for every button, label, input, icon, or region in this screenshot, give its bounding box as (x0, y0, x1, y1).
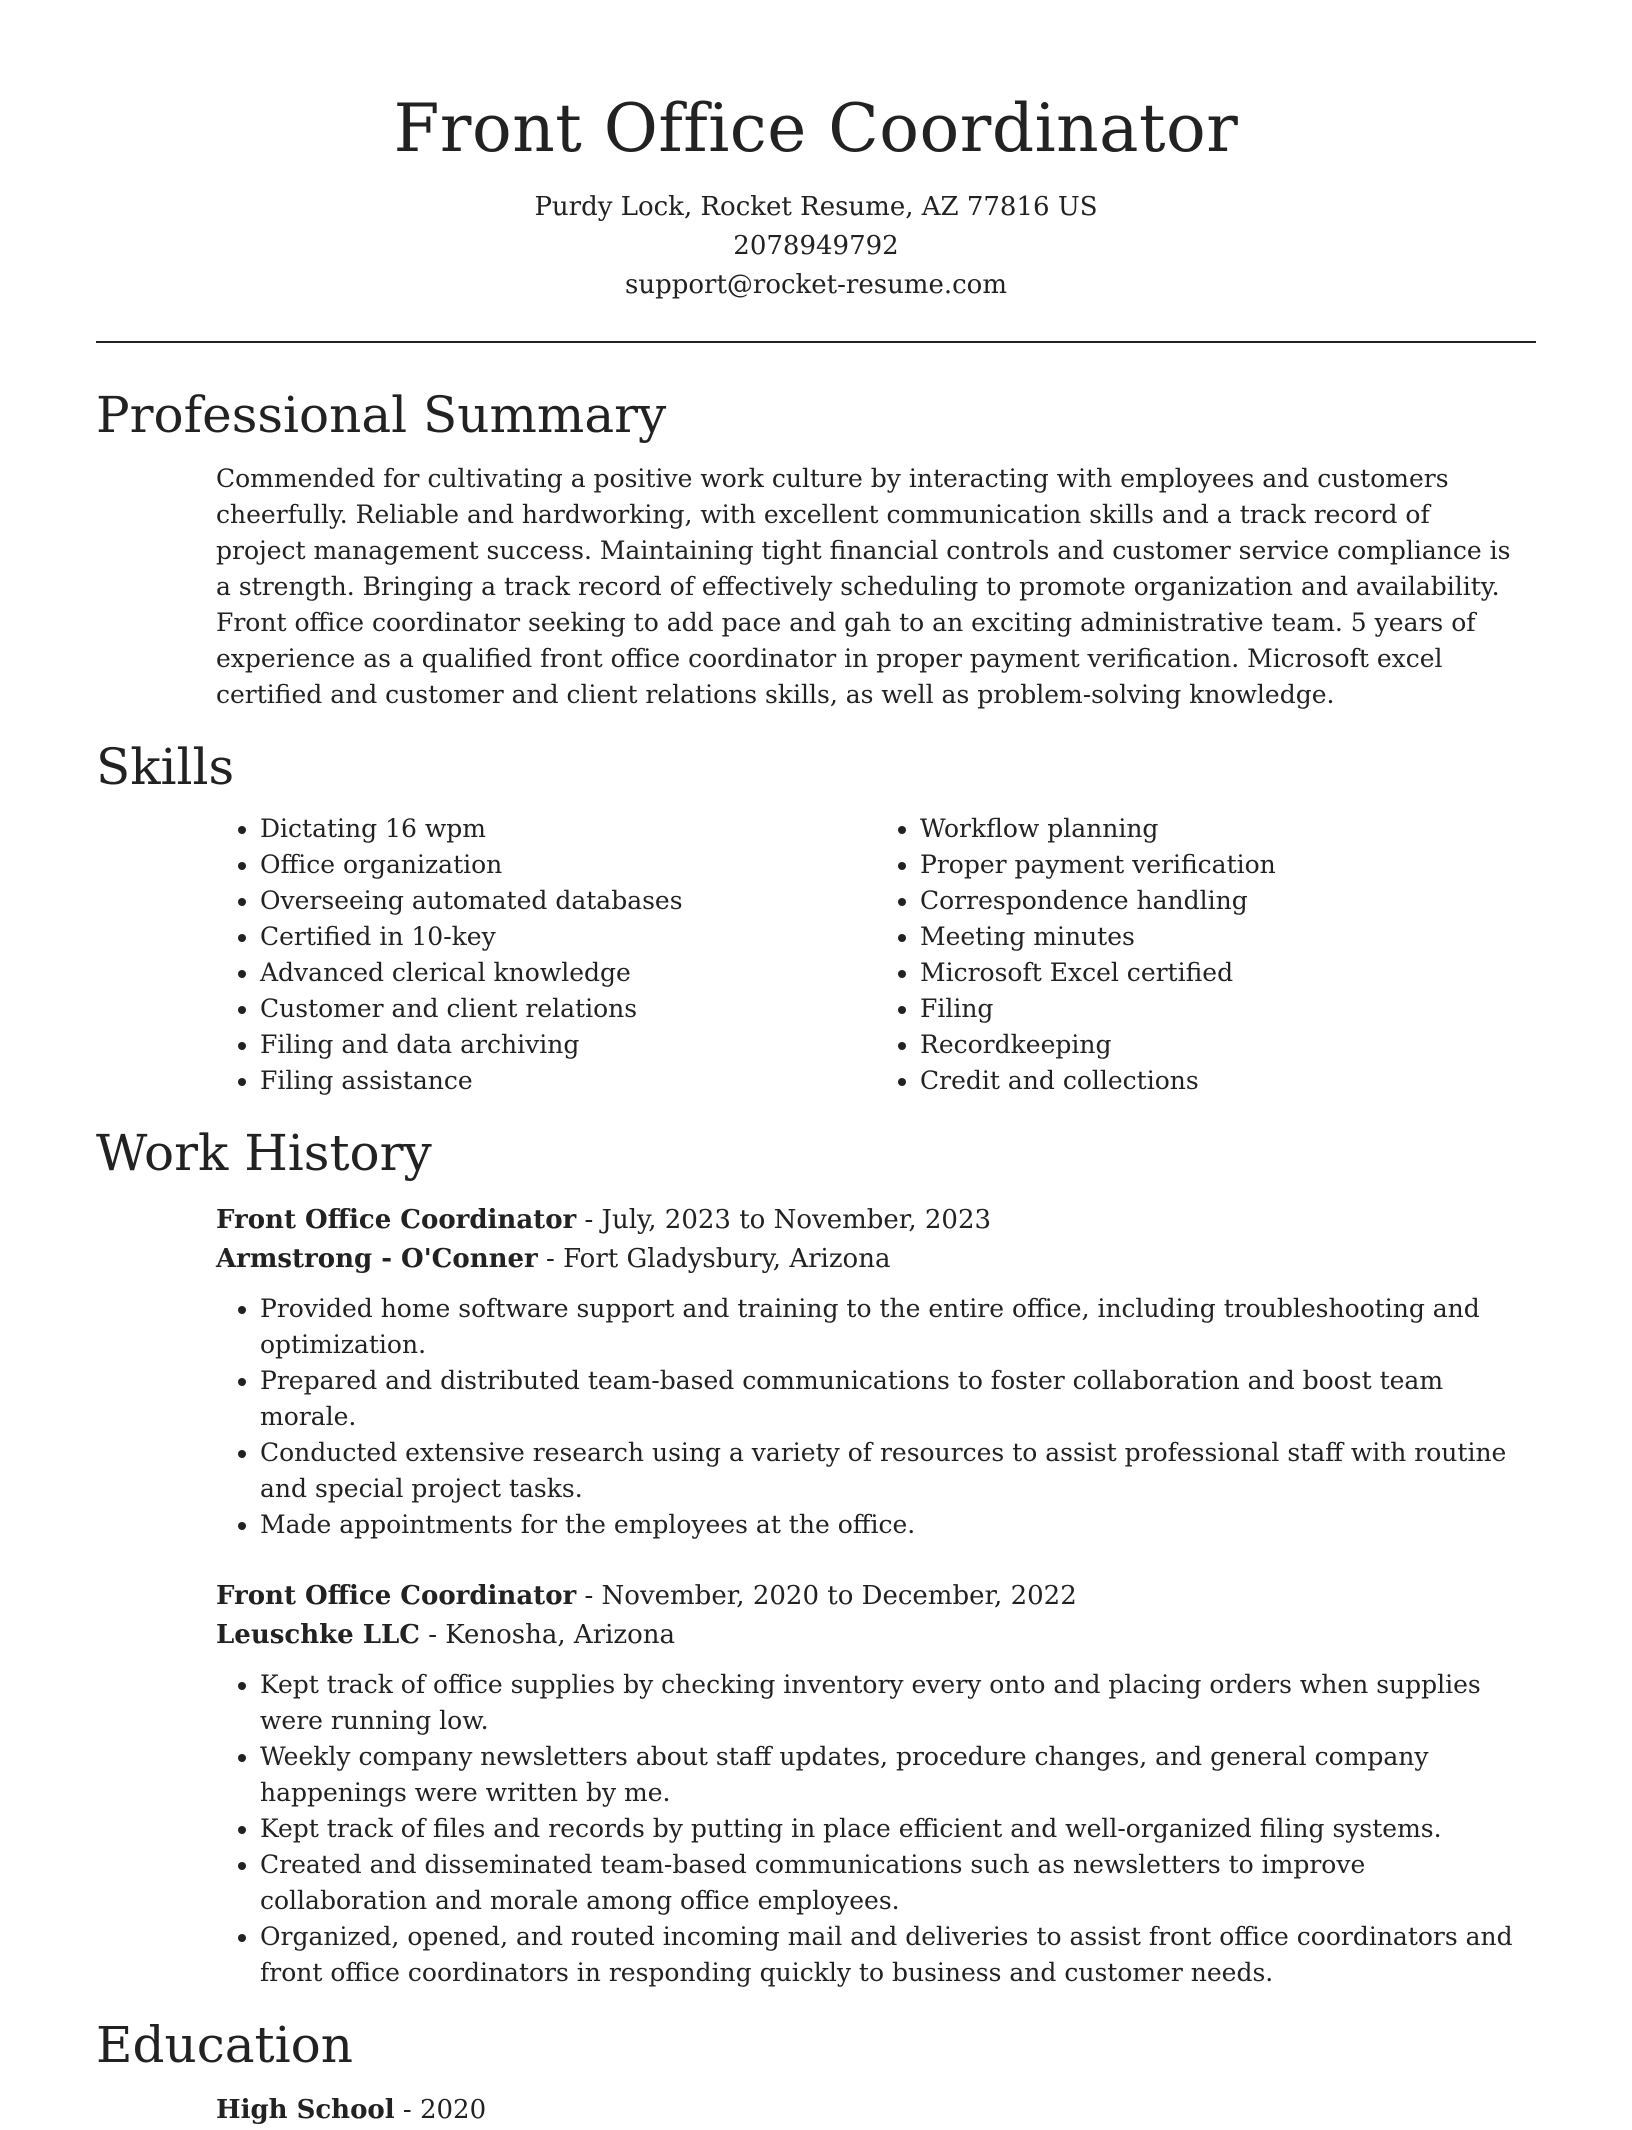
phone-line: 2078949792 (733, 231, 899, 261)
job-title-line (216, 1577, 1536, 1616)
job-bullets (216, 1291, 1536, 1543)
skill-item: • Filing (920, 991, 1536, 1027)
skill-item: • Microsoft Excel certified (920, 955, 1536, 991)
skill-item: • Proper payment verification (920, 847, 1536, 883)
education-section (96, 2013, 1536, 2130)
job-bullet: • Kept track of files and records by putting in place efficient and well-organized filing systems. (260, 1811, 1516, 1847)
job-entry (216, 1577, 1536, 1991)
job-bullet: • Organized, opened, and routed incoming mail and deliveries to assist front office coordinators and front office coordinators in responding quickly to business and customer needs. (260, 1919, 1516, 1991)
job-bullet: • Weekly company newsletters about staff updates, procedure changes, and general company happenings were written by me. (260, 1739, 1516, 1811)
candidate-title: Front Office Coordinator (393, 90, 1239, 167)
job-location: - Fort Gladysbury, Arizona (537, 1244, 891, 1274)
work-history-section (96, 1121, 1536, 1991)
job-bullet: • Conducted extensive research using a variety of resources to assist professional staff with routine and special project tasks. (260, 1435, 1516, 1507)
skill-item: • Correspondence handling (920, 883, 1536, 919)
section-heading-work: Work History (96, 1124, 432, 1182)
skills-column-left (216, 811, 876, 1099)
skills-grid (216, 811, 1536, 1099)
job-bullet: • Kept track of office supplies by checking inventory every onto and placing orders when supplies were running low. (260, 1667, 1516, 1739)
job-location: - Kenosha, Arizona (419, 1620, 676, 1650)
contact-block (96, 188, 1536, 305)
job-company: Leuschke LLC (216, 1620, 420, 1650)
section-heading-skills: Skills (96, 738, 235, 796)
skills-section (96, 735, 1536, 1099)
job-bullets (216, 1667, 1536, 1991)
skill-item: • Customer and client relations (260, 991, 876, 1027)
job-bullet: • Provided home software support and training to the entire office, including troubleshooting and optimization. (260, 1291, 1516, 1363)
skill-item: • Workflow planning (920, 811, 1536, 847)
job-entry (216, 1201, 1536, 1543)
education-year: - 2020 (394, 2095, 487, 2125)
job-bullet: • Prepared and distributed team-based communications to foster collaboration and boost team morale. (260, 1363, 1516, 1435)
job-company-line (216, 1240, 1536, 1279)
education-entry (216, 2091, 1536, 2130)
skill-item: • Overseeing automated databases (260, 883, 876, 919)
skill-item: • Recordkeeping (920, 1027, 1536, 1063)
skills-column-right (876, 811, 1536, 1099)
skill-item: • Office organization (260, 847, 876, 883)
skill-item: • Dictating 16 wpm (260, 811, 876, 847)
section-heading-education: Education (96, 2016, 353, 2074)
skill-item: • Certified in 10-key (260, 919, 876, 955)
job-dates: - July, 2023 to November, 2023 (576, 1205, 992, 1235)
address-line: Purdy Lock, Rocket Resume, AZ 77816 US (534, 192, 1098, 222)
job-title: Front Office Coordinator (216, 1581, 577, 1611)
skill-item: • Filing and data archiving (260, 1027, 876, 1063)
resume-header (96, 0, 1536, 305)
skill-item: • Credit and collections (920, 1063, 1536, 1099)
job-company-line (216, 1616, 1536, 1655)
education-title: High School (216, 2095, 395, 2125)
email-line: support@rocket-resume.com (624, 270, 1007, 300)
section-heading-summary: Professional Summary (96, 386, 667, 444)
skill-item: • Filing assistance (260, 1063, 876, 1099)
skill-item: • Meeting minutes (920, 919, 1536, 955)
job-dates: - November, 2020 to December, 2022 (576, 1581, 1077, 1611)
skill-item: • Advanced clerical knowledge (260, 955, 876, 991)
job-title-line (216, 1201, 1536, 1240)
job-bullet: • Made appointments for the employees at the office. (260, 1507, 1516, 1543)
job-title: Front Office Coordinator (216, 1205, 577, 1235)
professional-summary-section (96, 383, 1536, 713)
header-divider (96, 341, 1536, 343)
job-bullet: • Created and disseminated team-based communications such as newsletters to improve collaboration and morale among office employees. (260, 1847, 1516, 1919)
job-company: Armstrong - O'Conner (216, 1244, 538, 1274)
summary-paragraph: Commended for cultivating a positive work culture by interacting with employees and customers cheerfully. Reliable and hardworking, with excellent communication skills and a track record of project management success. Maintaining tight financial controls and customer service compliance is a strength. Bringing a track record of effectively scheduling to promote organization and availability. Front office coordinator seeking to add pace and gah to an exciting administrative team. 5 years of experience as a qualified front office coordinator in proper payment verification. Microsoft excel certified and customer and client relations skills, as well as problem-solving knowledge. (216, 464, 1511, 709)
